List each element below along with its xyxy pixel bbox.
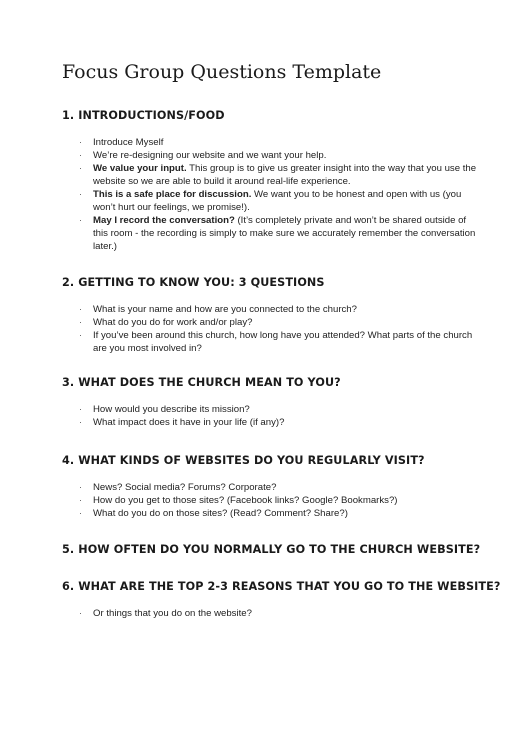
section-getting-to-know-you [62, 276, 482, 355]
list-item: · We value your input. This group is to give us greater insight into the way that you use the website so we are able to build it around real-life experience. [79, 163, 477, 187]
bullet-icon: · [79, 137, 82, 147]
section-heading: 3. WHAT DOES THE CHURCH MEAN TO YOU? [62, 376, 341, 389]
list-item: · What impact does it have in your life (if any)? [79, 417, 285, 428]
bullet-icon: · [79, 417, 82, 427]
list-item: · Or things that you do on the website? [79, 608, 252, 619]
list-item: · News? Social media? Forums? Corporate? [79, 482, 277, 493]
section-top-reasons [62, 580, 501, 620]
section-list [62, 403, 482, 429]
list-item: · May I record the conversation? (It’s completely private and won’t be shared outside of this room - the recording is simply to make sure we accurately remember the conversation later.) [79, 215, 476, 252]
section-visit-frequency [62, 543, 482, 556]
bullet-icon: · [79, 330, 82, 340]
bullet-icon: · [79, 495, 82, 505]
bullet-icon: · [79, 317, 82, 327]
bullet-icon: · [79, 304, 82, 314]
section-list [62, 481, 482, 520]
list-item: · Introduce Myself [79, 137, 164, 148]
section-list [62, 136, 482, 253]
bullet-icon: · [79, 215, 82, 225]
bullet-icon: · [79, 189, 82, 199]
section-list [62, 607, 482, 620]
list-item: · What do you do on those sites? (Read? Comment? Share?) [79, 508, 348, 519]
section-websites-visited [62, 454, 482, 520]
list-item: · How would you describe its mission? [79, 404, 250, 415]
bullet-icon: · [79, 150, 82, 160]
list-item: · If you’ve been around this church, how long have you attended? What parts of the church are you most involved in? [79, 330, 473, 354]
bullet-icon: · [79, 608, 82, 618]
list-item: · What is your name and how are you connected to the church? [79, 304, 357, 315]
section-church-meaning [62, 376, 482, 429]
list-item: · How do you get to those sites? (Facebook links? Google? Bookmarks?) [79, 495, 398, 506]
section-heading: 5. HOW OFTEN DO YOU NORMALLY GO TO THE CHURCH WEBSITE? [62, 543, 481, 556]
page-title: Focus Group Questions Template [62, 61, 382, 83]
bullet-icon: · [79, 508, 82, 518]
section-introductions [62, 109, 482, 253]
bullet-icon: · [79, 163, 82, 173]
list-item: · This is a safe place for discussion. We want you to be honest and open with us (you won’t hurt our feelings, we promise!). [79, 189, 462, 213]
list-item: · What do you do for work and/or play? [79, 317, 253, 328]
list-item: · We’re re-designing our website and we want your help. [79, 150, 327, 161]
bullet-icon: · [79, 482, 82, 492]
section-list [62, 303, 482, 355]
bullet-icon: · [79, 404, 82, 414]
section-heading: 2. GETTING TO KNOW YOU: 3 QUESTIONS [62, 276, 325, 289]
section-heading: 1. INTRODUCTIONS/FOOD [62, 109, 225, 122]
section-heading: 6. WHAT ARE THE TOP 2-3 REASONS THAT YOU GO TO THE WEBSITE? [62, 580, 501, 593]
section-heading: 4. WHAT KINDS OF WEBSITES DO YOU REGULARLY VISIT? [62, 454, 425, 467]
